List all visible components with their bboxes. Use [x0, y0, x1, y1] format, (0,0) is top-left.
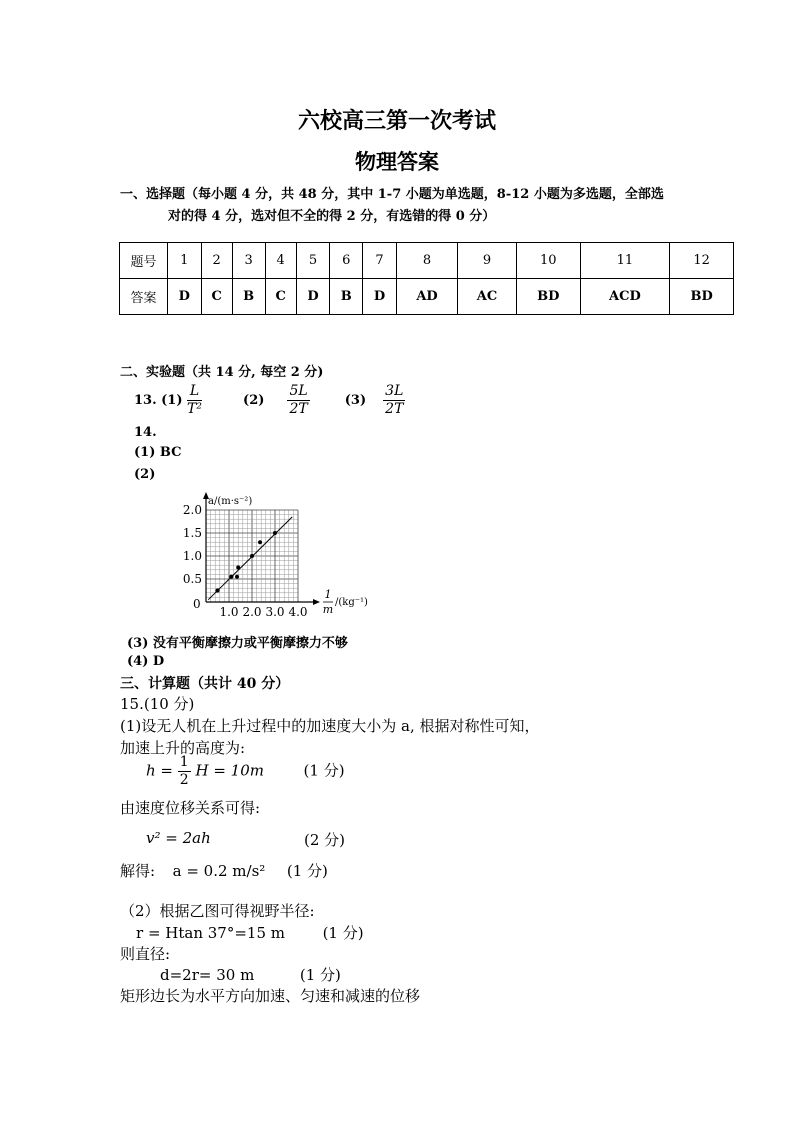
q15-line1: (1)设无人机在上升过程中的加速度大小为 a, 根据对称性可知，: [120, 717, 540, 735]
q14-part3: (3) 没有平衡摩擦力或平衡摩擦力不够: [127, 636, 348, 651]
y-tick-labels: [183, 503, 202, 586]
fraction-denominator: T²: [187, 401, 202, 417]
row-label-answer: 答案: [120, 279, 168, 315]
page-subtitle: 物理答案: [355, 149, 439, 174]
eq3-label: 解得:: [120, 862, 156, 880]
y-tick-label: 2.0: [182, 503, 202, 517]
number-cell: 4: [265, 243, 296, 279]
q14-label: 14.: [134, 425, 157, 440]
number-cell: 7: [363, 243, 397, 279]
number-cell: 1: [168, 243, 202, 279]
q13-part2-label: (2): [243, 393, 265, 408]
q13-part3-label: (3): [344, 393, 367, 408]
eq5-score: (1 分): [299, 966, 341, 984]
eq1-fraction: [178, 754, 191, 789]
x-axis-unit: /(kg⁻¹): [335, 597, 368, 608]
eq1-score: (1 分): [303, 761, 345, 780]
q15-line4: （2）根据乙图可得视野半径:: [120, 902, 315, 920]
equation-height: [146, 754, 345, 789]
x-tick-labels: [219, 605, 307, 618]
x-label-numerator: 1: [324, 588, 332, 601]
number-cell: 8: [396, 243, 457, 279]
fraction-numerator: 1: [179, 754, 189, 770]
page-title: 六校高三第一次考试: [297, 108, 496, 134]
eq2-score: (2 分): [304, 831, 346, 849]
eq1-lhs: h =: [146, 761, 173, 780]
equation-result: [120, 860, 328, 881]
x-axis-arrow: [313, 599, 320, 605]
q15-line2: 加速上升的高度为:: [120, 739, 246, 757]
data-point: [258, 540, 262, 544]
section1-heading-line2: 对的得 4 分，选对但不全的得 2 分，有选错的得 0 分）: [168, 209, 496, 224]
q13-part1-fraction: [187, 383, 202, 418]
answer-cell: C: [265, 279, 296, 315]
fraction-denominator: 2: [179, 772, 189, 788]
q13-part3-fraction: [383, 383, 405, 418]
equation-radius: [136, 922, 364, 943]
equation-diameter: [160, 964, 341, 985]
section1-heading-line1: 一、选择题（每小题 4 分，共 48 分，其中 1-7 小题为单选题，8-12 小题为多选题，全部选: [120, 187, 664, 202]
fraction-denominator: 2T: [289, 401, 308, 417]
eq3: a = 0.2 m/s²: [172, 862, 266, 880]
q15-label: 15.(10 分): [120, 695, 195, 713]
answer-cell: B: [232, 279, 265, 315]
fraction-numerator: 5L: [289, 383, 308, 399]
y-tick-label: 1.0: [182, 549, 202, 563]
q13-part2-fraction: [287, 383, 309, 418]
q13-label: 13. (1): [134, 393, 183, 408]
answer-cell: D: [296, 279, 330, 315]
answer-cell: BD: [516, 279, 580, 315]
answer-cell: AC: [458, 279, 517, 315]
eq4-score: (1 分): [322, 924, 364, 942]
answer-cell: D: [168, 279, 202, 315]
y-tick-label: 1.5: [182, 526, 202, 540]
section2-heading: 二、实验题（共 14 分, 每空 2 分): [120, 365, 324, 380]
fraction-numerator: L: [187, 383, 202, 401]
q15-line6: 矩形边长为水平方向加速、匀速和减速的位移: [120, 987, 421, 1005]
acceleration-graph: [172, 488, 382, 618]
origin-label: 0: [193, 597, 201, 611]
answer-cell: C: [201, 279, 232, 315]
q13-answers: [134, 383, 405, 418]
x-tick-label: 2.0: [242, 605, 262, 618]
question-number-row: [120, 243, 734, 279]
data-point: [235, 575, 239, 579]
answer-cell: D: [363, 279, 397, 315]
number-cell: 6: [330, 243, 363, 279]
x-tick-label: 1.0: [219, 605, 239, 618]
eq5: d=2r= 30 m: [160, 966, 255, 984]
answer-row: [120, 279, 734, 315]
answer-cell: B: [330, 279, 363, 315]
number-cell: 12: [670, 243, 734, 279]
eq2: v² = 2ah: [146, 829, 211, 847]
y-tick-label: 0.5: [182, 572, 202, 586]
answer-cell: AD: [396, 279, 457, 315]
number-cell: 10: [516, 243, 580, 279]
fraction-numerator: 3L: [385, 383, 404, 399]
answer-cell: ACD: [580, 279, 670, 315]
answer-table: [119, 242, 734, 315]
fraction-denominator: 2T: [385, 401, 404, 417]
q15-line3: 由速度位移关系可得:: [120, 799, 261, 817]
eq4: r = Htan 37°=15 m: [136, 924, 285, 942]
q14-part2: (2): [134, 467, 156, 482]
y-axis-label: a/(m·s⁻²): [208, 496, 253, 507]
number-cell: 9: [458, 243, 517, 279]
number-cell: 11: [580, 243, 670, 279]
x-label-denominator: m: [322, 603, 334, 616]
x-tick-label: 4.0: [288, 605, 308, 618]
q14-part4: (4) D: [127, 654, 165, 669]
q14-part1: (1) BC: [134, 445, 182, 460]
x-tick-label: 3.0: [265, 605, 285, 618]
number-cell: 2: [201, 243, 232, 279]
number-cell: 5: [296, 243, 330, 279]
eq3-score: (1 分): [286, 862, 328, 880]
number-cell: 3: [232, 243, 265, 279]
q15-line5: 则直径:: [120, 945, 171, 963]
answer-cell: BD: [670, 279, 734, 315]
row-label-number: 题号: [120, 243, 168, 279]
equation-velocity: [146, 829, 211, 847]
eq1-rhs: H = 10m: [195, 761, 264, 780]
section3-heading: 三、计算题（共计 40 分）: [120, 676, 290, 692]
